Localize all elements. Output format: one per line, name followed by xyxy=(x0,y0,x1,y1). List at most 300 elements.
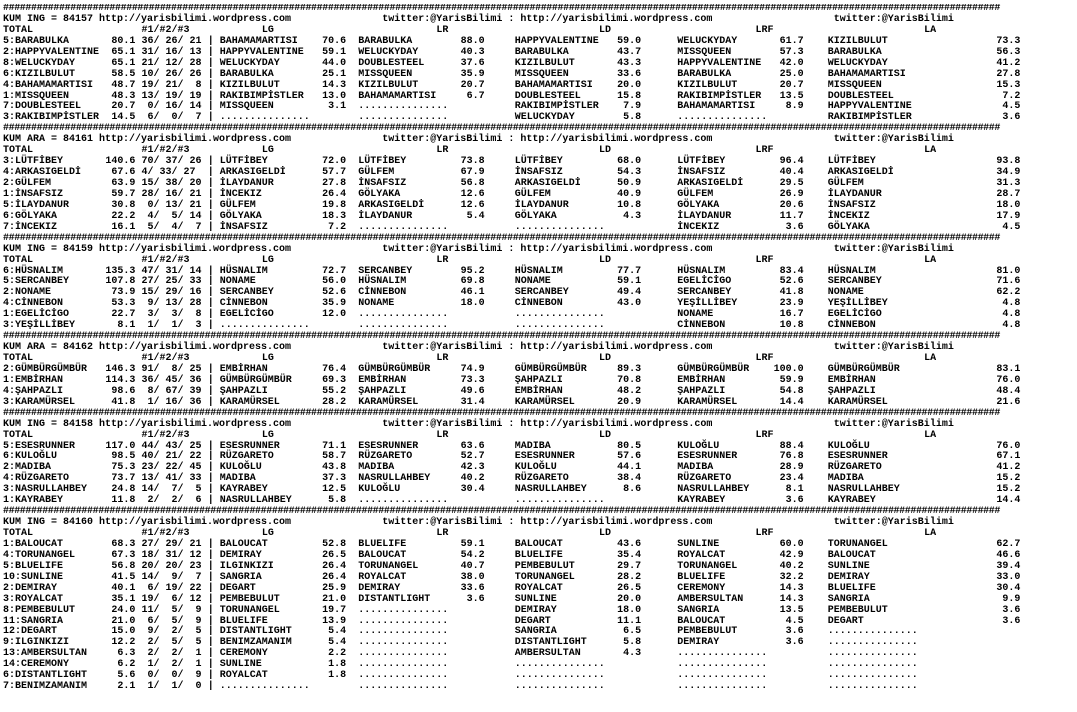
horse-name: 10:SUNLINE xyxy=(3,571,64,583)
cell-value: 88.4 xyxy=(779,440,804,452)
cell-value: 3.6 xyxy=(466,593,485,605)
cell-value: 76.0 xyxy=(996,374,1021,386)
cell-value: KARAMÜRSEL xyxy=(219,396,280,408)
empty-cell-dots: ............... xyxy=(677,659,768,671)
table-row xyxy=(3,584,1075,595)
cell-value: 56.8 xyxy=(460,178,485,189)
column-divider: | xyxy=(207,549,214,561)
cell-value: MISSQUEEN xyxy=(219,101,274,113)
twitter-link-left: twitter:@YarisBilimi : http://yarisbilimi.wordpress.com xyxy=(382,134,713,146)
cell-value: İNSAFSIZ xyxy=(677,167,726,179)
cell-value: 54.3 xyxy=(617,167,642,179)
cell-value: BALOUCAT xyxy=(827,549,876,561)
cell-value: DOUBLESTEEL xyxy=(358,57,425,69)
cell-value: 1.8 xyxy=(328,659,347,671)
cell-value: 93.8 xyxy=(996,156,1021,168)
cell-value: EGELİCİGO xyxy=(219,309,274,321)
column-header: LD xyxy=(599,24,612,36)
cell-value: 27.8 xyxy=(322,178,347,189)
cell-value: GÜMBÜRGÜMBÜR xyxy=(358,363,431,375)
cell-value: 40.1 xyxy=(111,582,136,594)
cell-value: İLAYDANUR xyxy=(514,199,569,211)
empty-cell-dots: ............... xyxy=(219,320,310,332)
cell-value: 53.3 xyxy=(111,298,136,310)
cell-value: 83.4 xyxy=(779,265,804,277)
cell-value: 20.7 xyxy=(779,79,804,91)
cell-value: 26.4 xyxy=(322,188,347,200)
cell-value: RÜZGARETO xyxy=(514,473,569,485)
column-header: LA xyxy=(924,353,937,364)
cell-value: 59.7 xyxy=(111,188,136,200)
cell-value: 59.1 xyxy=(322,46,347,58)
empty-cell-dots: ............... xyxy=(514,320,605,332)
cell-value: 71.1 xyxy=(322,440,347,452)
cell-value: 11.1 xyxy=(617,615,642,627)
cell-value: 3.6 xyxy=(1002,615,1021,627)
cell-value: 18.0 xyxy=(460,298,485,310)
cell-value: HÜSNALIM xyxy=(677,265,726,277)
column-divider: | xyxy=(207,571,214,583)
cell-value: HAPPYVALENTINE xyxy=(677,57,762,69)
cell-value: SUNLINE xyxy=(514,593,557,605)
cell-value: 46.1 xyxy=(460,287,485,299)
cell-value: MADIBA xyxy=(677,462,714,474)
cell-value: 19/ 6/ 12 xyxy=(141,593,202,605)
cell-value: 3.6 xyxy=(785,637,804,649)
cell-value: 26.4 xyxy=(322,560,347,572)
horse-name: 7:BENIMZAMANIM xyxy=(3,681,88,693)
cell-value: 8.9 xyxy=(785,101,804,113)
cell-value: ROYALCAT xyxy=(219,670,268,682)
horse-name: 11:SANGRIA xyxy=(3,615,64,627)
cell-value: WELUCKYDAY xyxy=(677,35,738,47)
cell-value: RÜZGARETO xyxy=(677,473,732,485)
cell-value: SUNLINE xyxy=(827,560,870,572)
table-row xyxy=(3,59,1075,70)
cell-value: 28.2 xyxy=(322,396,347,408)
column-divider: | xyxy=(207,188,214,200)
cell-value: 20.7 xyxy=(111,101,136,113)
cell-value: 20/ 20/ 23 xyxy=(141,560,202,572)
cell-value: 14.5 xyxy=(111,112,136,124)
table-row xyxy=(3,70,1075,81)
column-header: LD xyxy=(599,528,612,539)
cell-value: 48.3 xyxy=(111,90,136,102)
empty-cell-dots: ............... xyxy=(514,309,605,321)
cell-value: 40.2 xyxy=(460,473,485,485)
cell-value: 19/ 21/ 8 xyxy=(141,79,202,91)
cell-value: 73.7 xyxy=(111,473,136,485)
cell-value: 14.3 xyxy=(779,582,804,594)
cell-value: 3.6 xyxy=(785,495,804,507)
cell-value: DEMIRAY xyxy=(514,604,557,616)
cell-value: 30.4 xyxy=(460,484,485,496)
cell-value: ARKASIGELDİ xyxy=(219,167,286,179)
column-divider: | xyxy=(207,473,214,485)
cell-value: 27/ 25/ 33 xyxy=(141,276,202,288)
cell-value: DISTANTLIGHT xyxy=(514,637,587,649)
cell-value: 96.4 xyxy=(779,156,804,168)
cell-value: 28.9 xyxy=(779,462,804,474)
empty-cell-dots: ............... xyxy=(358,495,449,507)
cell-value: ESESRUNNER xyxy=(514,451,575,463)
cell-value: 54.8 xyxy=(779,385,804,397)
column-header: LRF xyxy=(755,353,774,364)
horse-name: 2:GÜLFEM xyxy=(3,178,52,189)
cell-value: 11.8 xyxy=(111,495,136,507)
cell-value: 2.2 xyxy=(328,648,347,660)
column-header: TOTAL xyxy=(3,353,34,364)
cell-value: HAPPYVALENTINE xyxy=(827,101,912,113)
cell-value: 9.9 xyxy=(1002,593,1021,605)
cell-value: 9/ 13/ 28 xyxy=(141,298,202,310)
cell-value: GÜLFEM xyxy=(219,199,256,211)
horse-name: 1:İNSAFSIZ xyxy=(3,188,64,200)
race-header: KUM ING = 84157 http://yarisbilimi.wordpress.com xyxy=(3,13,292,25)
column-divider: | xyxy=(207,374,214,386)
column-header: LG xyxy=(261,145,274,157)
cell-value: 5.4 xyxy=(328,626,347,638)
cell-value: 43.6 xyxy=(617,538,642,550)
horse-name: 5:ESESRUNNER xyxy=(3,440,76,452)
column-header: LG xyxy=(261,24,274,36)
table-row xyxy=(3,595,1075,606)
race-header: KUM ING = 84160 http://yarisbilimi.wordpress.com xyxy=(3,517,292,529)
cell-value: 38.4 xyxy=(617,473,642,485)
cell-value: PEMBEBULUT xyxy=(827,604,888,616)
cell-value: 40.3 xyxy=(460,46,485,58)
cell-value: 0/ 16/ 14 xyxy=(141,101,202,113)
cell-value: LÜTFİBEY xyxy=(358,156,407,168)
cell-value: 58.5 xyxy=(111,68,136,80)
horse-name: 12:DEGART xyxy=(3,626,58,638)
cell-value: NONAME xyxy=(827,287,864,299)
cell-value: İNSAFSIZ xyxy=(219,221,268,233)
cell-value: İNSAFSIZ xyxy=(827,199,876,211)
cell-value: 41.2 xyxy=(996,57,1021,69)
cell-value: ROYALCAT xyxy=(514,582,563,594)
cell-value: 20.9 xyxy=(617,396,642,408)
column-header: LA xyxy=(924,254,937,266)
cell-value: 9/ 2/ 5 xyxy=(141,626,202,638)
cell-value: BARABULKA xyxy=(358,35,413,47)
column-header: LRF xyxy=(755,145,774,157)
cell-value: 15/ 38/ 20 xyxy=(141,178,202,189)
cell-value: 76.4 xyxy=(322,363,347,375)
cell-value: 50.9 xyxy=(617,178,642,189)
cell-value: GÜLFEM xyxy=(514,188,551,200)
cell-value: 13/ 19/ 19 xyxy=(141,90,202,102)
horse-name: 1:MISSQUEEN xyxy=(3,90,70,102)
empty-cell-dots: ............... xyxy=(358,112,449,124)
cell-value: KAYRABEY xyxy=(219,484,268,496)
column-divider: | xyxy=(207,112,214,124)
cell-value: 28/ 16/ 21 xyxy=(141,188,202,200)
cell-value: KARAMÜRSEL xyxy=(827,396,888,408)
column-divider: | xyxy=(207,287,214,299)
cell-value: 77.7 xyxy=(617,265,642,277)
cell-value: 8.6 xyxy=(623,484,642,496)
cell-value: DOUBLESTEEL xyxy=(827,90,894,102)
cell-value: GÜLFEM xyxy=(358,167,395,179)
cell-value: 41.5 xyxy=(111,571,136,583)
horse-name: 2:DEMIRAY xyxy=(3,582,58,594)
column-header: LRF xyxy=(755,254,774,266)
horse-name: 3:LÜTFİBEY xyxy=(3,156,64,168)
column-divider: | xyxy=(207,309,214,321)
table-row xyxy=(3,682,1075,693)
cell-value: 14/ 9/ 7 xyxy=(141,571,202,583)
cell-value: 3.1 xyxy=(328,101,347,113)
column-header: LG xyxy=(261,429,274,441)
cell-value: WELUCKYDAY xyxy=(219,57,280,69)
empty-cell-dots: ............... xyxy=(827,659,918,671)
cell-value: 14.4 xyxy=(996,495,1021,507)
column-header: #1/#2/#3 xyxy=(141,353,190,364)
cell-value: 63.6 xyxy=(460,440,485,452)
cell-value: LÜTFİBEY xyxy=(827,156,876,168)
column-divider: | xyxy=(207,210,214,222)
cell-value: HÜSNALIM xyxy=(358,276,407,288)
twitter-link-right: twitter:@YarisBilimi xyxy=(833,418,954,430)
cell-value: EMBİRHAN xyxy=(677,374,726,386)
cell-value: İLAYDANUR xyxy=(219,178,274,189)
cell-value: 41.2 xyxy=(996,462,1021,474)
cell-value: 83.1 xyxy=(996,363,1021,375)
cell-value: 32.2 xyxy=(779,571,804,583)
cell-value: RAKIBIMPİSTLER xyxy=(827,112,912,124)
cell-value: 73.9 xyxy=(111,287,136,299)
cell-value: 70.6 xyxy=(322,35,347,47)
column-header: LR xyxy=(436,353,449,364)
empty-cell-dots: ............... xyxy=(514,670,605,682)
cell-value: BALOUCAT xyxy=(514,538,563,550)
cell-value: 76.8 xyxy=(779,451,804,463)
column-header: #1/#2/#3 xyxy=(141,145,190,157)
horse-name: 4:RÜZGARETO xyxy=(3,473,70,485)
empty-cell-dots: ............... xyxy=(358,221,449,233)
cell-value: EGELİCİGO xyxy=(827,309,882,321)
cell-value: 12.5 xyxy=(322,484,347,496)
cell-value: 24.8 xyxy=(111,484,136,496)
column-divider: | xyxy=(207,462,214,474)
cell-value: 15/ 29/ 16 xyxy=(141,287,202,299)
cell-value: AMBERSULTAN xyxy=(677,593,744,605)
cell-value: 16.7 xyxy=(779,309,804,321)
cell-value: 19.7 xyxy=(322,604,347,616)
horse-name: 3:KARAMÜRSEL xyxy=(3,396,76,408)
cell-value: 4.3 xyxy=(623,210,642,222)
empty-cell-dots: ............... xyxy=(358,637,449,649)
cell-value: 4.8 xyxy=(1002,320,1021,332)
cell-value: 33.0 xyxy=(996,571,1021,583)
cell-value: KARAMÜRSEL xyxy=(358,396,419,408)
column-header: LRF xyxy=(755,24,774,36)
horse-name: 6:KULOĞLU xyxy=(3,451,58,463)
cell-value: TORUNANGEL xyxy=(677,560,738,572)
column-divider: | xyxy=(207,495,214,507)
column-divider: | xyxy=(207,451,214,463)
column-headers xyxy=(3,256,1075,267)
cell-value: BALOUCAT xyxy=(358,549,407,561)
cell-value: 20.0 xyxy=(617,593,642,605)
cell-value: CİNNEBON xyxy=(677,320,726,332)
column-divider: | xyxy=(207,276,214,288)
cell-value: KULOĞLU xyxy=(827,440,870,452)
separator-line xyxy=(3,234,1075,245)
column-divider: | xyxy=(207,681,214,693)
cell-value: AMBERSULTAN xyxy=(514,648,581,660)
cell-value: 65.1 xyxy=(111,57,136,69)
cell-value: 98.6 xyxy=(111,385,136,397)
column-divider: | xyxy=(207,593,214,605)
horse-name: 3:RAKIBIMPİSTLER xyxy=(3,112,100,124)
cell-value: GÜMBÜRGÜMBÜR xyxy=(219,374,292,386)
twitter-link-right: twitter:@YarisBilimi xyxy=(833,342,954,354)
cell-value: NASRULLAHBEY xyxy=(514,484,587,496)
cell-value: 42.3 xyxy=(460,462,485,474)
cell-value: 6.5 xyxy=(623,626,642,638)
column-header: TOTAL xyxy=(3,528,34,539)
cell-value: 61.7 xyxy=(779,35,804,47)
empty-cell-dots: ............... xyxy=(358,659,449,671)
cell-value: 5.8 xyxy=(623,637,642,649)
cell-value: 140.6 xyxy=(105,156,136,168)
cell-value: 5.4 xyxy=(328,637,347,649)
cell-value: SANGRIA xyxy=(827,593,870,605)
cell-value: GÖLYAKA xyxy=(219,210,262,222)
cell-value: KARAMÜRSEL xyxy=(677,396,738,408)
column-header: LRF xyxy=(755,528,774,539)
cell-value: 13.0 xyxy=(322,90,347,102)
cell-value: DEGART xyxy=(514,615,551,627)
cell-value: 28.2 xyxy=(617,571,642,583)
cell-value: WELUCKYDAY xyxy=(358,46,419,58)
cell-value: BENIMZAMANIM xyxy=(219,637,292,649)
cell-value: MISSQUEEN xyxy=(514,68,569,80)
cell-value: 6.3 xyxy=(117,648,136,660)
cell-value: 73.8 xyxy=(460,156,485,168)
horse-name: 7:DOUBLESTEEL xyxy=(3,101,82,113)
column-header: #1/#2/#3 xyxy=(141,24,190,36)
horse-name: 5:İLAYDANUR xyxy=(3,199,70,211)
cell-value: TORUNANGEL xyxy=(219,604,280,616)
cell-value: 40.2 xyxy=(779,560,804,572)
cell-value: YEŞİLLİBEY xyxy=(677,298,738,310)
cell-value: 57.7 xyxy=(322,167,347,179)
cell-value: 35.9 xyxy=(322,298,347,310)
cell-value: DOUBLESTEEL xyxy=(514,90,581,102)
column-header: LA xyxy=(924,429,937,441)
column-divider: | xyxy=(207,68,214,80)
column-header: LD xyxy=(599,429,612,441)
race-header: KUM ING = 84158 http://yarisbilimi.wordpress.com xyxy=(3,418,292,430)
cell-value: 68.3 xyxy=(111,538,136,550)
column-divider: | xyxy=(207,298,214,310)
cell-value: TORUNANGEL xyxy=(358,560,419,572)
cell-value: 43.0 xyxy=(617,298,642,310)
cell-value: 49.4 xyxy=(617,287,642,299)
cell-value: GÜMBÜRGÜMBÜR xyxy=(514,363,587,375)
cell-value: 33.6 xyxy=(460,582,485,594)
cell-value: BAHAMAMARTISI xyxy=(358,90,437,102)
cell-value: 15.8 xyxy=(617,90,642,102)
cell-value: 20.0 xyxy=(617,79,642,91)
empty-cell-dots: ............... xyxy=(827,626,918,638)
cell-value: 52.7 xyxy=(460,451,485,463)
cell-value: ŞAHPAZLI xyxy=(219,385,268,397)
column-divider: | xyxy=(207,385,214,397)
separator-line xyxy=(3,409,1075,420)
cell-value: PEMBEBULUT xyxy=(514,560,575,572)
cell-value: 8.1 xyxy=(785,484,804,496)
cell-value: MADIBA xyxy=(514,440,551,452)
cell-value: DEMIRAY xyxy=(827,571,870,583)
cell-value: KAYRABEY xyxy=(677,495,726,507)
cell-value: 52.8 xyxy=(322,538,347,550)
cell-value: 42.0 xyxy=(779,57,804,69)
cell-value: 0/ 0/ 9 xyxy=(141,670,202,682)
cell-value: RAKIBIMPİSTLER xyxy=(514,101,599,113)
cell-value: SUNLINE xyxy=(677,538,720,550)
cell-value: 62.7 xyxy=(996,538,1021,550)
cell-value: DEMIRAY xyxy=(219,549,262,561)
cell-value: GÜLFEM xyxy=(827,178,864,189)
cell-value: RÜZGARETO xyxy=(827,462,882,474)
cell-value: SUNLINE xyxy=(219,659,262,671)
cell-value: 31.3 xyxy=(996,178,1021,189)
cell-value: 89.3 xyxy=(617,363,642,375)
cell-value: 31.4 xyxy=(460,396,485,408)
cell-value: 29.7 xyxy=(617,560,642,572)
column-divider: | xyxy=(207,167,214,179)
cell-value: GÜMBÜRGÜMBÜR xyxy=(827,363,900,375)
horse-name: 3:ROYALCAT xyxy=(3,593,64,605)
twitter-link-left: twitter:@YarisBilimi : http://yarisbilimi.wordpress.com xyxy=(382,418,713,430)
cell-value: EMBİRHAN xyxy=(827,374,876,386)
cell-value: BAHAMAMARTISI xyxy=(677,101,756,113)
cell-value: 26.5 xyxy=(617,582,642,594)
cell-value: 20.7 xyxy=(460,79,485,91)
cell-value: HÜSNALIM xyxy=(827,265,876,277)
empty-cell-dots: ............... xyxy=(827,637,918,649)
cell-value: 14.3 xyxy=(779,593,804,605)
column-header: LR xyxy=(436,528,449,539)
cell-value: 48.2 xyxy=(617,385,642,397)
cell-value: 8.1 xyxy=(117,320,136,332)
cell-value: KIZILBULUT xyxy=(827,35,888,47)
horse-name: 2:MADIBA xyxy=(3,462,52,474)
cell-value: 25.1 xyxy=(322,68,347,80)
cell-value: 48.7 xyxy=(111,79,136,91)
cell-value: 46.6 xyxy=(996,549,1021,561)
horse-name: 2:NONAME xyxy=(3,287,52,299)
cell-value: BAHAMAMARTISI xyxy=(827,68,906,80)
cell-value: 62.2 xyxy=(996,287,1021,299)
cell-value: ŞAHPAZLI xyxy=(358,385,407,397)
cell-value: İNCEKIZ xyxy=(827,210,870,222)
cell-value: 44.1 xyxy=(617,462,642,474)
cell-value: HAPPYVALENTINE xyxy=(219,46,304,58)
cell-value: 22.7 xyxy=(111,309,136,321)
empty-cell-dots: ............... xyxy=(827,648,918,660)
column-header: TOTAL xyxy=(3,429,34,441)
cell-value: BARABULKA xyxy=(827,46,882,58)
twitter-link-right: twitter:@YarisBilimi xyxy=(833,517,954,529)
cell-value: 31/ 16/ 13 xyxy=(141,46,202,58)
cell-value: 17.9 xyxy=(996,210,1021,222)
column-divider: | xyxy=(207,538,214,550)
